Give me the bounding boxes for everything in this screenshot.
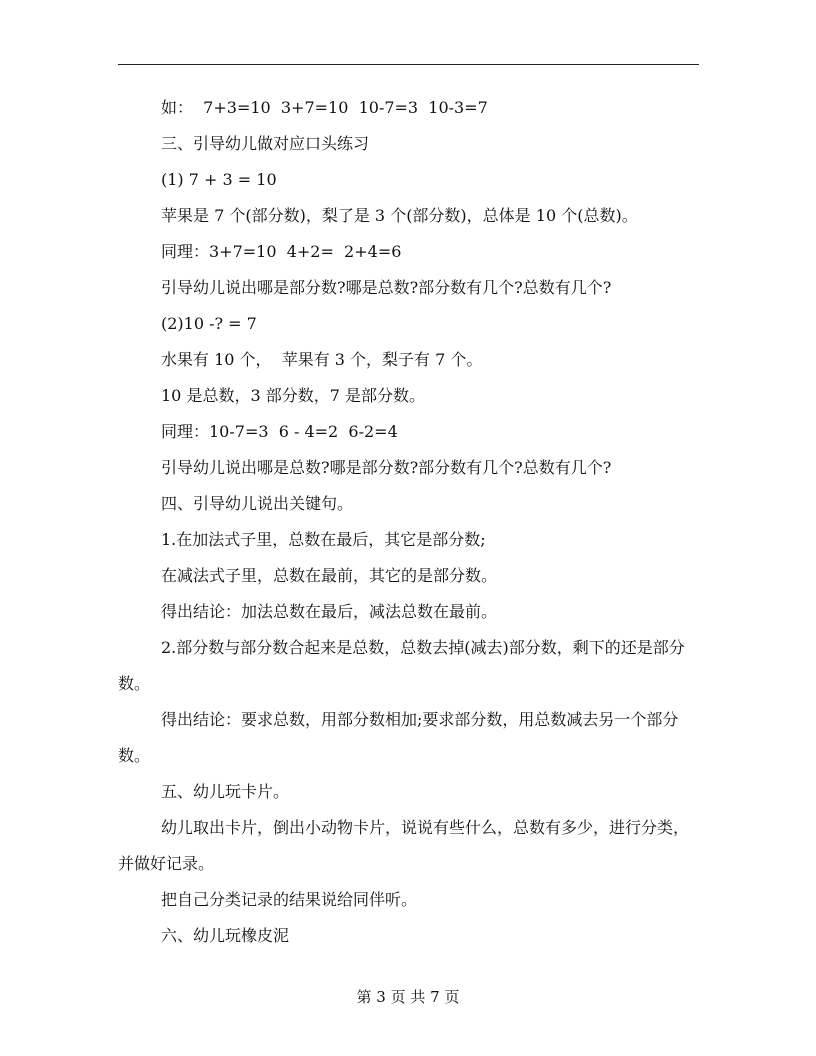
key-sentence-2: 2.部分数与部分数合起来是总数，总数去掉(减去)部分数，剩下的还是部分数。 — [118, 638, 685, 693]
exercise-1-explain: 苹果是 7 个(部分数)，梨了是 3 个(部分数)，总体是 10 个(总数)。 — [161, 206, 638, 225]
exercise-1-similar: 同理：3+7=10 4+2= 2+4=6 — [161, 242, 402, 261]
page-footer: 第 3 页 共 7 页 — [356, 988, 460, 1006]
key-conclusion-1: 得出结论：加法总数在最后，减法总数在最前。 — [161, 602, 498, 621]
exercise-2-fruit: 水果有 10 个， 苹果有 3 个，梨子有 7 个。 — [161, 350, 483, 369]
exercise-1-guide: 引导幼儿说出哪是部分数?哪是总数?部分数有几个?总数有几个? — [161, 278, 612, 297]
section-3-heading: 三、引导幼儿做对应口头练习 — [161, 134, 370, 153]
key-sentence-1a: 1.在加法式子里，总数在最后，其它是部分数; — [161, 530, 486, 549]
page-content — [118, 90, 703, 954]
section-4-heading: 四、引导幼儿说出关键句。 — [161, 494, 354, 513]
exercise-2-explain: 10 是总数，3 部分数，7 是部分数。 — [161, 386, 425, 405]
key-conclusion-2: 得出结论：要求总数，用部分数相加;要求部分数，用总数减去另一个部分数。 — [118, 710, 679, 765]
exercise-2: (2)10 -? = 7 — [161, 314, 257, 333]
share-result: 把自己分类记录的结果说给同伴听。 — [161, 890, 418, 909]
exercise-2-guide: 引导幼儿说出哪是总数?哪是部分数?部分数有几个?总数有几个? — [161, 458, 612, 477]
header-rule — [118, 64, 699, 65]
key-sentence-1b: 在减法式子里，总数在最前，其它的是部分数。 — [161, 566, 498, 585]
example-equations: 如： 7+3=10 3+7=10 10-7=3 10-3=7 — [161, 98, 488, 117]
card-activity: 幼儿取出卡片，倒出小动物卡片，说说有些什么，总数有多少，进行分类，并做好记录。 — [118, 818, 690, 873]
section-5-heading: 五、幼儿玩卡片。 — [161, 782, 290, 801]
exercise-2-similar: 同理：10-7=3 6 - 4=2 6-2=4 — [161, 422, 398, 441]
section-6-heading: 六、幼儿玩橡皮泥 — [161, 926, 290, 945]
exercise-1: (1) 7 + 3 = 10 — [161, 170, 277, 189]
